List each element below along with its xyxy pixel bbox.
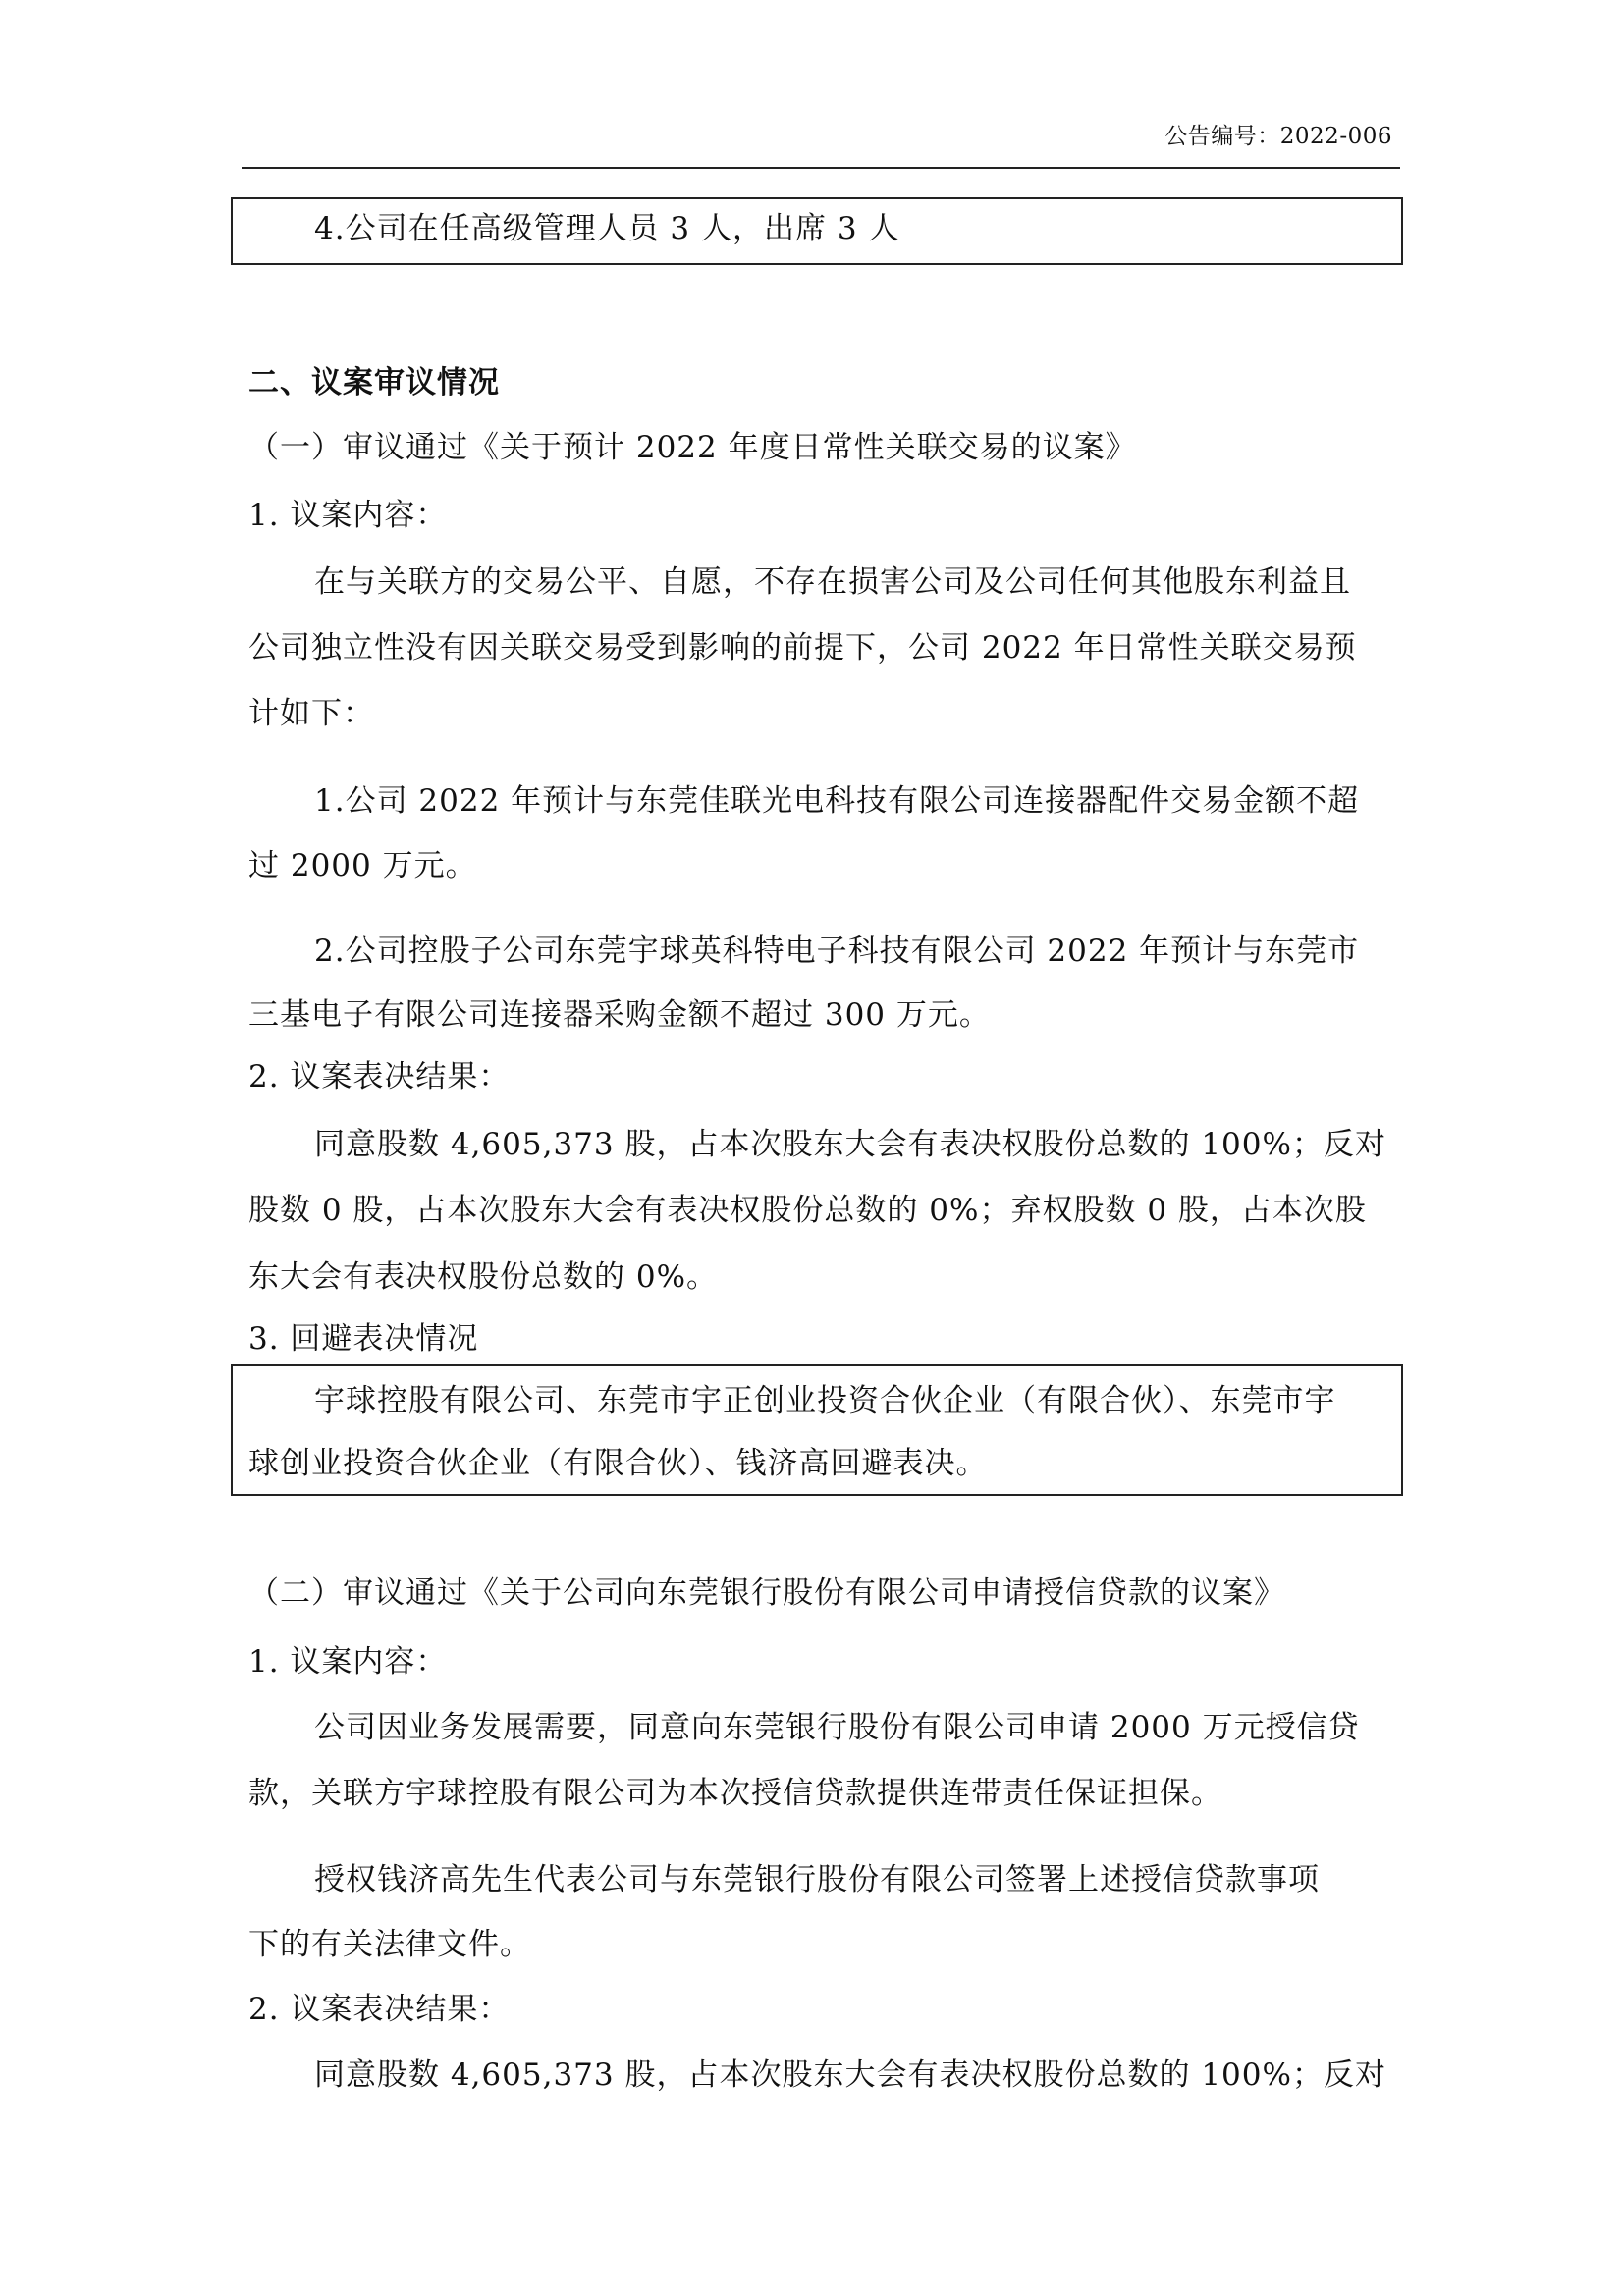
page-header xyxy=(242,116,1400,169)
motion2-vote-line: 同意股数 4,605,373 股，占本次股东大会有表决权股份总数的 100%；反对 xyxy=(314,2057,1386,2093)
motion1-item1-line: 过 2000 万元。 xyxy=(248,848,477,883)
motion1-item2-line: 三基电子有限公司连接器采购金额不超过 300 万元。 xyxy=(248,997,991,1033)
motion1-vote-line: 东大会有表决权股份总数的 0%。 xyxy=(248,1259,719,1295)
motion1-recusal-heading: 3. 回避表决情况 xyxy=(248,1321,479,1357)
motion1-vote-line: 同意股数 4,605,373 股，占本次股东大会有表决权股份总数的 100%；反对 xyxy=(314,1127,1386,1162)
motion2-content-line: 公司因业务发展需要，同意向东莞银行股份有限公司申请 2000 万元授信贷 xyxy=(314,1710,1360,1745)
motion2-auth-line: 授权钱济高先生代表公司与东莞银行股份有限公司签署上述授信贷款事项 xyxy=(314,1862,1320,1897)
motion2-title: （二）审议通过《关于公司向东莞银行股份有限公司申请授信贷款的议案》 xyxy=(248,1575,1285,1611)
attendance-line: 4.公司在任高级管理人员 3 人，出席 3 人 xyxy=(314,211,900,246)
motion1-item1-line: 1.公司 2022 年预计与东莞佳联光电科技有限公司连接器配件交易金额不超 xyxy=(314,783,1360,819)
motion1-vote-line: 股数 0 股，占本次股东大会有表决权股份总数的 0%；弃权股数 0 股，占本次股 xyxy=(248,1193,1367,1228)
motion2-vote-heading: 2. 议案表决结果： xyxy=(248,1992,511,2027)
motion2-content-heading: 1. 议案内容： xyxy=(248,1644,448,1680)
motion1-content-line: 在与关联方的交易公平、自愿，不存在损害公司及公司任何其他股东利益且 xyxy=(314,564,1351,600)
motion1-vote-heading: 2. 议案表决结果： xyxy=(248,1059,511,1095)
motion1-item2-line: 2.公司控股子公司东莞宇球英科特电子科技有限公司 2022 年预计与东莞市 xyxy=(314,934,1360,969)
motion1-recusal-line: 球创业投资合伙企业（有限合伙）、钱济高回避表决。 xyxy=(248,1446,988,1481)
motion1-content-line: 计如下： xyxy=(248,696,374,731)
motion1-recusal-line: 宇球控股有限公司、东莞市宇正创业投资合伙企业（有限合伙）、东莞市宇 xyxy=(314,1383,1336,1418)
motion1-content-heading: 1. 议案内容： xyxy=(248,498,448,533)
motion2-content-line: 款，关联方宇球控股有限公司为本次授信贷款提供连带责任保证担保。 xyxy=(248,1776,1222,1811)
announcement-number: 公告编号：2022-006 xyxy=(1164,124,1392,149)
motion1-content-line: 公司独立性没有因关联交易受到影响的前提下，公司 2022 年日常性关联交易预 xyxy=(248,630,1357,666)
motion1-title: （一）审议通过《关于预计 2022 年度日常性关联交易的议案》 xyxy=(248,430,1137,465)
section-title: 二、议案审议情况 xyxy=(248,365,500,400)
motion2-auth-line: 下的有关法律文件。 xyxy=(248,1927,531,1962)
